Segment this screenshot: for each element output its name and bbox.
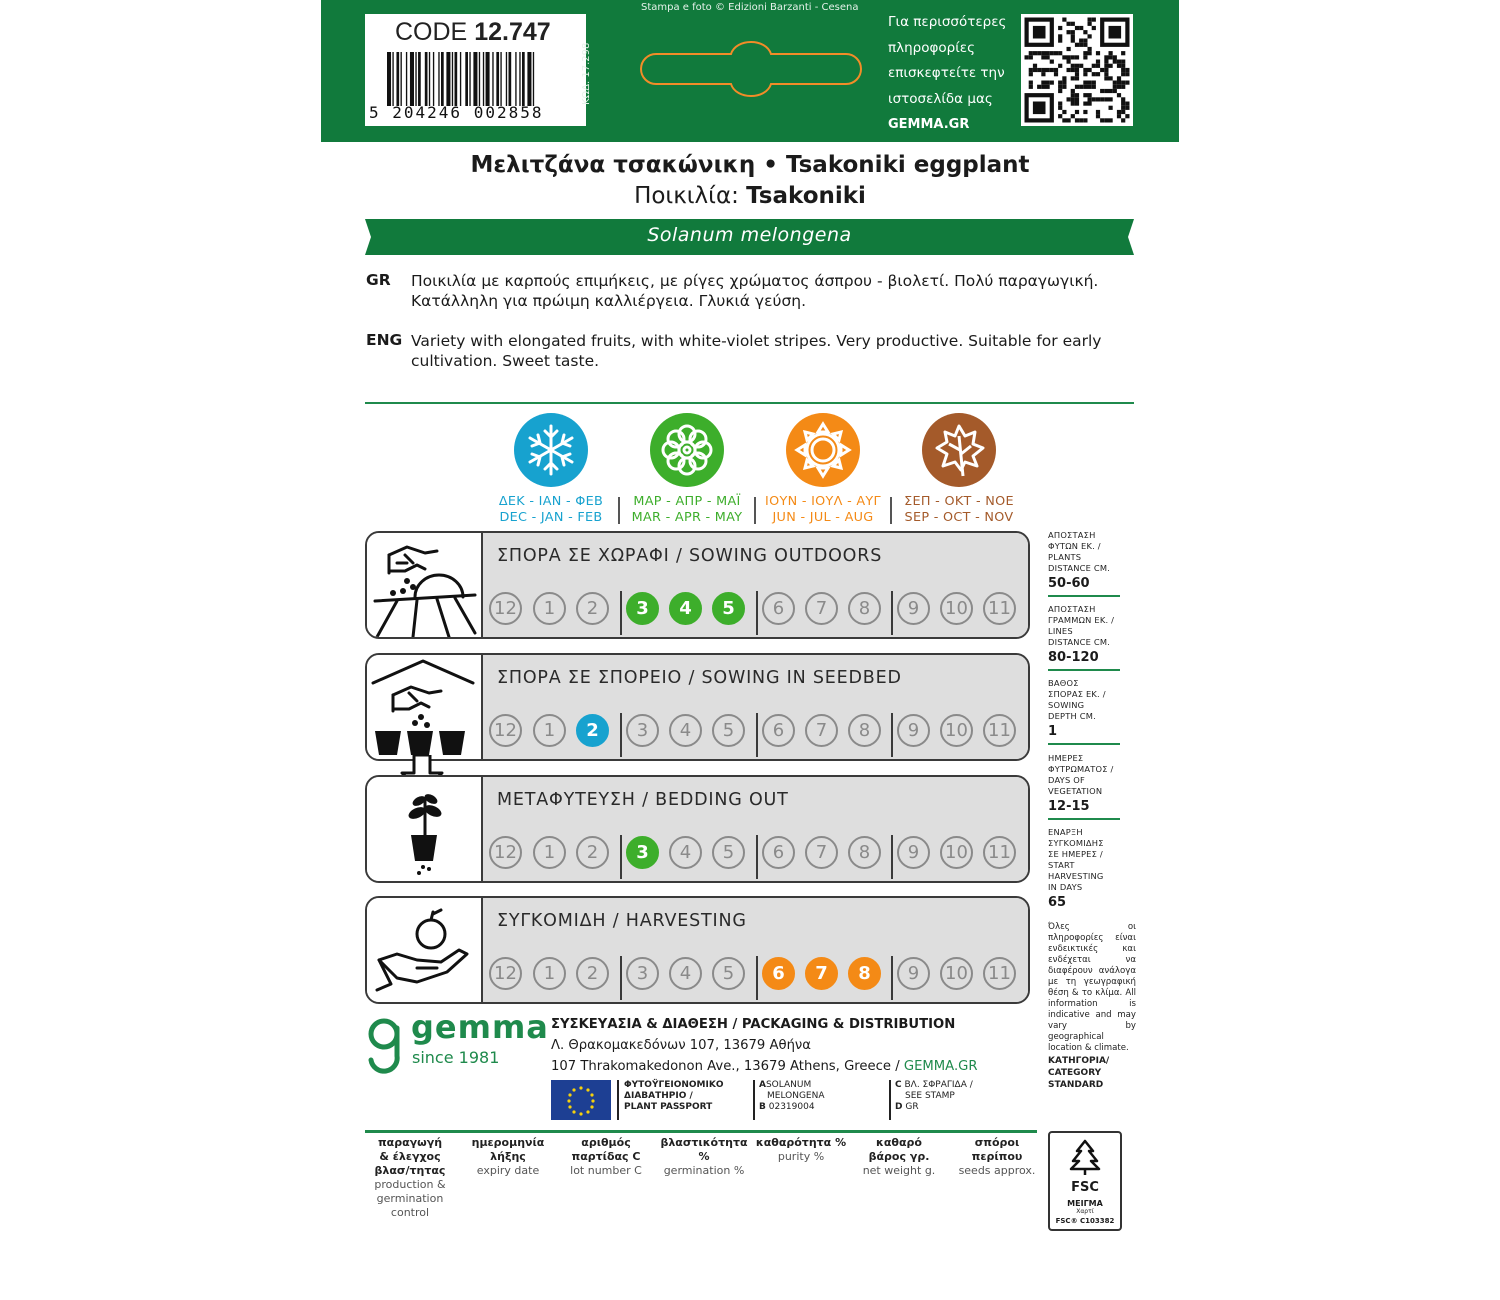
- eng-label: ENG: [366, 331, 403, 349]
- month-1: 1: [533, 836, 566, 869]
- month-2: 2: [576, 836, 609, 869]
- code-label-box: [365, 14, 586, 126]
- side-spec-caption: [1048, 753, 1128, 797]
- passport-lot: [895, 1080, 973, 1113]
- month-7: 7: [805, 836, 838, 869]
- footer-field: [849, 1136, 949, 1178]
- side-spec-caption: [1048, 604, 1128, 648]
- latin-name: Solanum melongena: [647, 224, 852, 246]
- side-spec: [1048, 827, 1128, 910]
- footer-field-label-gr: & έλεγχος: [379, 1150, 441, 1163]
- side-spec-caption-line: SOWING: [1048, 700, 1085, 710]
- calendar-row-harvesting: [365, 896, 1030, 1004]
- footer-field: [654, 1136, 754, 1178]
- season-gr: ΜΑΡ - ΑΠΡ - ΜΑΪ: [633, 494, 741, 509]
- side-spec-value: 65: [1048, 895, 1067, 910]
- footer-field: [947, 1136, 1047, 1178]
- side-spec: [1048, 753, 1128, 820]
- side-spec-caption-line: IN DAYS: [1048, 882, 1083, 892]
- side-spec-divider: [1048, 743, 1120, 745]
- side-spec-caption: [1048, 827, 1128, 893]
- gemma-logo: [365, 1008, 549, 1082]
- qr-code-icon: [1021, 14, 1133, 126]
- quarter-divider: [891, 835, 893, 879]
- footer-field-label-gr: λήξης: [490, 1150, 526, 1163]
- side-spec-value: 12-15: [1048, 799, 1090, 814]
- month-4: 4: [669, 592, 702, 625]
- month-4: 4: [669, 836, 702, 869]
- side-spec-caption-line: DISTANCE CM.: [1048, 563, 1111, 573]
- footer-field-label-gr: βλαστικότητα %: [660, 1136, 748, 1163]
- passport-a-text: MELONGENA: [767, 1091, 825, 1101]
- side-spec-caption-line: ΓΡΑΜΜΩΝ ΕΚ. /: [1048, 615, 1115, 625]
- footer-field-label-gr: περίπου: [971, 1150, 1023, 1163]
- month-1: 1: [533, 957, 566, 990]
- footer-field-label-en: seeds approx.: [958, 1164, 1036, 1177]
- side-spec-caption-line: ΗΜΕΡΕΣ: [1048, 753, 1084, 763]
- month-12: 12: [489, 592, 522, 625]
- month-10: 10: [940, 592, 973, 625]
- month-12: 12: [489, 714, 522, 747]
- footer-field-label-gr: βάρος γρ.: [868, 1150, 930, 1163]
- season-label: [758, 494, 888, 526]
- product-title: Μελιτζάνα τσακώνικη • Tsakoniki eggplant: [470, 152, 1030, 178]
- side-spec-caption-line: ΕΝΑΡΞΗ: [1048, 827, 1083, 837]
- passport-c-text: ΒΛ. ΣΦΡΑΓΙΔΑ /: [904, 1080, 973, 1090]
- quarter-divider: [620, 591, 622, 635]
- side-spec-divider: [1048, 669, 1120, 671]
- snowflake-icon: [514, 413, 588, 487]
- footer-field-label-en: germination %: [663, 1164, 745, 1177]
- gr-label: GR: [366, 271, 391, 289]
- footer-field: [556, 1136, 656, 1178]
- season-gr: ΔΕΚ - ΙΑΝ - ΦΕΒ: [498, 494, 604, 509]
- passport-d-letter: D: [895, 1102, 903, 1112]
- month-11: 11: [983, 592, 1016, 625]
- month-2: 2: [576, 957, 609, 990]
- month-8: 8: [848, 714, 881, 747]
- side-spec-caption-line: LINES: [1048, 626, 1073, 636]
- calendar-row-bedding-out: [365, 775, 1030, 883]
- month-6: 6: [762, 714, 795, 747]
- quarter-divider: [756, 591, 758, 635]
- print-credit: Stampa e foto © Edizioni Barzanti - Cesena: [641, 2, 859, 13]
- month-7: 7: [805, 714, 838, 747]
- web-line: ιστοσελίδα μας: [888, 90, 993, 107]
- passport-c-letter: C: [895, 1080, 902, 1090]
- month-11: 11: [983, 836, 1016, 869]
- month-4: 4: [669, 957, 702, 990]
- passport-title: [624, 1080, 723, 1113]
- bedding-out-icon: [367, 777, 483, 881]
- footer-field-label-en: control: [390, 1206, 430, 1219]
- sowing-outdoors-icon: [367, 533, 483, 637]
- season-divider: [618, 497, 620, 524]
- passport-a-text: SOLANUM: [765, 1080, 812, 1090]
- web-line: επισκεφτείτε την: [888, 65, 1005, 81]
- passport-title-line: ΦΥΤΟΫΓΕΙΟΝΟΜΙΚΟ: [624, 1080, 724, 1090]
- eng-description: Variety with elongated fruits, with white-violet stripes. Very productive. Suitable for early cultivation. Sweet taste.: [411, 332, 1102, 370]
- month-11: 11: [983, 714, 1016, 747]
- seedbed-icon: [367, 655, 483, 759]
- passport-divider: [753, 1080, 755, 1120]
- month-10: 10: [940, 714, 973, 747]
- month-7: 7: [805, 957, 838, 990]
- fsc-tree-icon: [1065, 1137, 1105, 1177]
- plant-passport: [551, 1080, 1011, 1122]
- month-3: 3: [626, 714, 659, 747]
- sun-icon: [786, 413, 860, 487]
- qr-code[interactable]: [1021, 14, 1133, 126]
- side-spec-caption-line: DAYS OF: [1048, 775, 1085, 785]
- disclaimer: Όλες οι πληροφορίες είναι ενδεικτικές και ενδέχεται να διαφέρουν ανάλογα με τη γεωγραφική θέση & το κλίμα. All information is indicative and may vary by geographical location & climate.: [1048, 922, 1136, 1053]
- side-spec-caption-line: DEPTH CM.: [1048, 711, 1096, 721]
- calendar-row-sowing-outdoors: [365, 531, 1030, 639]
- footer-field-label-en: lot number C: [570, 1164, 642, 1177]
- passport-c-text: SEE STAMP: [905, 1091, 955, 1101]
- month-1: 1: [533, 592, 566, 625]
- side-spec-caption-line: ΑΠΟΣΤΑΣΗ: [1048, 604, 1096, 614]
- side-spec-divider: [1048, 818, 1120, 820]
- side-spec-caption-line: ΦΥΤΡΩΜΑΤΟΣ /: [1048, 764, 1114, 774]
- side-spec: [1048, 604, 1128, 671]
- code-label: CODE: [395, 18, 468, 46]
- footer-field: [458, 1136, 558, 1178]
- season-en: JUN - JUL - AUG: [772, 510, 874, 525]
- kod-number: ΚΩΔ. 17.298: [581, 42, 592, 105]
- gemma-g-icon: [365, 1016, 403, 1078]
- month-8: 8: [848, 836, 881, 869]
- month-5: 5: [712, 836, 745, 869]
- product-code: [395, 18, 551, 47]
- side-spec-caption-line: PLANTS: [1048, 552, 1082, 562]
- month-6: 6: [762, 957, 795, 990]
- brand-name: gemma: [411, 1008, 549, 1046]
- footer-field-label-gr: ημερομηνία: [471, 1136, 545, 1149]
- ean-number: 5 204246 002858: [369, 103, 544, 122]
- month-12: 12: [489, 836, 522, 869]
- side-spec-caption-line: HARVESTING: [1048, 871, 1104, 881]
- footer-field-label-en: expiry date: [476, 1164, 540, 1177]
- season-en: DEC - JAN - FEB: [499, 510, 603, 525]
- passport-species: [759, 1080, 825, 1113]
- passport-b-letter: B: [759, 1102, 766, 1112]
- footer-field-label-gr: αριθμός: [581, 1136, 631, 1149]
- month-11: 11: [983, 957, 1016, 990]
- footer-field-label-en: net weight g.: [862, 1164, 936, 1177]
- season-label: [894, 494, 1024, 526]
- address-gr: Λ. Θρακομακεδόνων 107, 13679 Αθήνα: [551, 1038, 811, 1053]
- month-10: 10: [940, 836, 973, 869]
- row-title: ΜΕΤΑΦΥΤΕΥΣΗ / BEDDING OUT: [497, 790, 789, 810]
- header-band: [321, 0, 1179, 142]
- website-info: [888, 10, 1018, 138]
- footer-field-label-gr: παραγωγή: [377, 1136, 443, 1149]
- season-autumn: [894, 413, 1024, 526]
- month-9: 9: [897, 592, 930, 625]
- side-spec-caption-line: ΣΕ ΗΜΕΡΕΣ /: [1048, 849, 1103, 859]
- address-en: 107 Thrakomakedonon Ave., 13679 Athens, Greece /: [551, 1059, 900, 1074]
- passport-divider: [889, 1080, 891, 1120]
- side-spec-value: 80-120: [1048, 650, 1099, 665]
- season-en: SEP - OCT - NOV: [904, 510, 1014, 525]
- footer-field-label-en: purity %: [777, 1150, 825, 1163]
- passport-title-line: PLANT PASSPORT: [624, 1102, 713, 1112]
- footer-field-label-gr: βλασ/τητας: [374, 1164, 446, 1177]
- footer-field-label-en: production &: [374, 1178, 446, 1191]
- month-1: 1: [533, 714, 566, 747]
- harvest-icon: [367, 898, 483, 1002]
- web-line: Για περισσότερες: [888, 14, 1007, 30]
- month-9: 9: [897, 957, 930, 990]
- season-divider: [890, 497, 892, 524]
- website-link[interactable]: GEMMA.GR: [888, 117, 970, 132]
- passport-d-text: GR: [905, 1102, 919, 1112]
- side-spec-caption: [1048, 530, 1128, 574]
- month-9: 9: [897, 836, 930, 869]
- quarter-divider: [756, 956, 758, 1000]
- side-spec-caption-line: VEGETATION: [1048, 786, 1103, 796]
- packaging-site-link[interactable]: GEMMA.GR: [903, 1059, 978, 1074]
- quarter-divider: [891, 591, 893, 635]
- side-spec-value: 50-60: [1048, 576, 1090, 591]
- footer-field-label-gr: καθαρότητα %: [755, 1136, 847, 1149]
- passport-divider: [617, 1080, 619, 1120]
- footer-field-label-gr: καθαρό: [876, 1136, 922, 1149]
- footer-field-label-gr: παρτίδας C: [571, 1150, 641, 1163]
- footer-field: [360, 1136, 460, 1220]
- packaging-info: [551, 1014, 1031, 1077]
- footer-field-label-en: germination: [376, 1192, 444, 1205]
- fsc-logo: [1048, 1131, 1122, 1231]
- month-4: 4: [669, 714, 702, 747]
- brand-tagline: since 1981: [412, 1048, 500, 1067]
- season-gr: ΙΟΥΝ - ΙΟΥΛ - ΑΥΓ: [765, 494, 881, 509]
- season-spring: [622, 413, 752, 526]
- season-winter: [486, 413, 616, 526]
- side-spec-caption-line: ΑΠΟΣΤΑΣΗ: [1048, 530, 1096, 540]
- passport-title-line: ΔΙΑΒΑΤΗΡΙΟ /: [624, 1091, 693, 1101]
- leaf-icon: [922, 413, 996, 487]
- side-spec-caption-line: ΒΑΘΟΣ: [1048, 678, 1079, 688]
- month-5: 5: [712, 592, 745, 625]
- month-12: 12: [489, 957, 522, 990]
- category-label: ΚΑΤΗΓΟΡΙΑ/ CATEGORY STANDARD: [1048, 1056, 1110, 1090]
- fsc-label: FSC: [1071, 1180, 1099, 1195]
- row-title: ΣΥΓΚΟΜΙΔΗ / HARVESTING: [497, 911, 747, 931]
- quarter-divider: [620, 713, 622, 757]
- month-2: 2: [576, 714, 609, 747]
- season-summer: [758, 413, 888, 526]
- month-6: 6: [762, 592, 795, 625]
- quarter-divider: [891, 713, 893, 757]
- season-divider: [754, 497, 756, 524]
- gr-description: Ποικιλία με καρπούς επιμήκεις, με ρίγες χρώματος άσπρου - βιολετί. Πολύ παραγωγική. Κατάλληλη για πρώιμη καλλιέργεια. Γλυκιά γεύση.: [411, 272, 1099, 310]
- barcode: [387, 52, 573, 106]
- quarter-divider: [620, 956, 622, 1000]
- fsc-code: FSC® C103382: [1055, 1217, 1115, 1225]
- passport-a-letter: A: [759, 1080, 766, 1090]
- side-spec-divider: [1048, 595, 1120, 597]
- month-5: 5: [712, 714, 745, 747]
- side-spec-caption-line: DISTANCE CM.: [1048, 637, 1111, 647]
- side-spec-caption-line: START: [1048, 860, 1075, 870]
- variety-name: Tsakoniki: [746, 183, 866, 209]
- flower-icon: [650, 413, 724, 487]
- row-title: ΣΠΟΡΑ ΣΕ ΣΠΟΡΕΙΟ / SOWING IN SEEDBED: [497, 668, 902, 688]
- web-line: πληροφορίες: [888, 39, 976, 56]
- footer-field: [751, 1136, 851, 1164]
- month-3: 3: [626, 592, 659, 625]
- quarter-divider: [891, 956, 893, 1000]
- packaging-heading: ΣΥΣΚΕΥΑΣΙΑ & ΔΙΑΘΕΣΗ / PACKAGING & DISTRIBUTION: [551, 1017, 956, 1032]
- divider: [365, 402, 1134, 404]
- quarter-divider: [756, 835, 758, 879]
- season-label: [622, 494, 752, 526]
- calendar-row-sowing-seedbed: [365, 653, 1030, 761]
- side-spec-caption-line: ΣΠΟΡΑΣ ΕΚ. /: [1048, 689, 1106, 699]
- variety-label: Ποικιλία:: [634, 183, 739, 209]
- season-label: [486, 494, 616, 526]
- side-spec: [1048, 678, 1128, 745]
- variety-line: [321, 183, 1179, 209]
- side-spec-caption-line: ΦΥΤΩΝ ΕΚ. /: [1048, 541, 1101, 551]
- side-spec: [1048, 530, 1128, 597]
- quarter-divider: [620, 835, 622, 879]
- eu-flag-icon: [551, 1080, 611, 1120]
- month-5: 5: [712, 957, 745, 990]
- month-6: 6: [762, 836, 795, 869]
- passport-b-text: 02319004: [768, 1102, 815, 1112]
- month-9: 9: [897, 714, 930, 747]
- month-8: 8: [848, 592, 881, 625]
- hang-hole-icon: [636, 34, 866, 104]
- fsc-sub: ΜΕΙΓΜΑ: [1067, 1199, 1103, 1208]
- season-en: MAR - APR - MAY: [631, 510, 743, 525]
- side-spec-caption-line: ΣΥΓΚΟΜΙΔΗΣ: [1048, 838, 1104, 848]
- month-3: 3: [626, 957, 659, 990]
- season-gr: ΣΕΠ - ΟΚΤ - ΝΟΕ: [904, 494, 1014, 509]
- address-en-line: [551, 1056, 1031, 1077]
- side-spec-caption: [1048, 678, 1128, 722]
- month-10: 10: [940, 957, 973, 990]
- bottom-divider: [365, 1130, 1037, 1133]
- fsc-paper: Χαρτί: [1076, 1208, 1094, 1215]
- footer-field-label-gr: σπόροι: [974, 1136, 1020, 1149]
- row-title: ΣΠΟΡΑ ΣΕ ΧΩΡΑΦΙ / SOWING OUTDOORS: [497, 546, 883, 566]
- month-3: 3: [626, 836, 659, 869]
- code-number: 12.747: [474, 18, 551, 46]
- quarter-divider: [756, 713, 758, 757]
- side-spec-value: 1: [1048, 724, 1058, 739]
- month-8: 8: [848, 957, 881, 990]
- month-2: 2: [576, 592, 609, 625]
- month-7: 7: [805, 592, 838, 625]
